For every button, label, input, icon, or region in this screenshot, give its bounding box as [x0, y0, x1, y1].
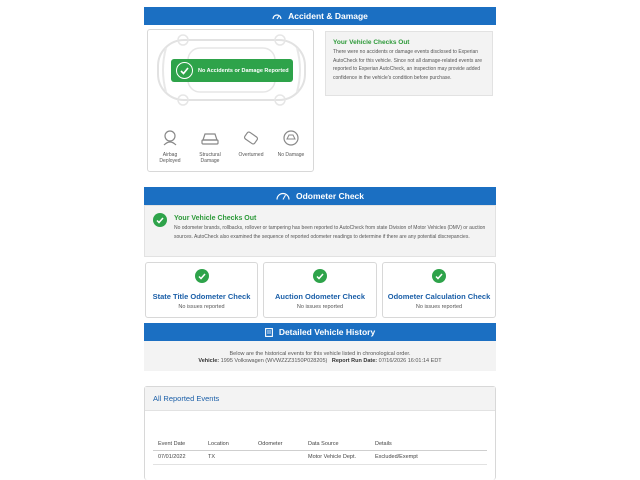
vehicle-label: Vehicle: [198, 358, 220, 364]
odometer-check-header [144, 187, 496, 205]
state-title-odometer-title: State Title Odometer Check [152, 292, 251, 301]
cell-odometer [258, 450, 308, 464]
vehicle-value: 1995 Volkswagen (WVWZZZ3150P028205) [220, 358, 328, 364]
overturned-label: Overturned [238, 152, 264, 158]
cell-location: TX [208, 454, 216, 460]
odometer-calculation-card [382, 262, 496, 318]
damage-type-airbag [154, 129, 186, 164]
vehicle-history-info [144, 341, 496, 371]
col-location: Location [208, 441, 229, 448]
damage-type-no-damage [275, 129, 307, 158]
document-icon [265, 328, 273, 337]
all-reported-events-title: All Reported Events [153, 394, 220, 403]
auction-odometer-status: No issues reported [296, 304, 344, 310]
history-intro: Below are the historical events for this vehicle listed in chronological order. [229, 351, 411, 357]
state-title-odometer-card [145, 262, 258, 318]
odometer-calculation-title: Odometer Calculation Check [387, 292, 491, 301]
speedometer-icon [272, 12, 282, 20]
state-title-check-icon [195, 269, 209, 283]
all-reported-events-panel [144, 386, 496, 480]
col-event-date: Event Date [158, 441, 186, 448]
no-accidents-badge-label: No Accidents or Damage Reported [198, 67, 289, 74]
events-table-header [153, 439, 487, 450]
damage-type-overturned [235, 129, 267, 158]
col-details: Details [375, 441, 392, 448]
odometer-checks-out-box [144, 205, 496, 257]
auction-odometer-title: Auction Odometer Check [274, 292, 365, 301]
odometer-checks-title: Your Vehicle Checks Out [174, 215, 257, 222]
cell-data-source: Motor Vehicle Dept. [308, 454, 356, 460]
col-data-source: Data Source [308, 441, 339, 448]
odometer-check-title: Odometer Check [295, 191, 365, 201]
odometer-icon [276, 192, 290, 200]
odometer-checks-text: No odometer brands, rollbacks, rollover or tampering has been reported to AutoCheck from state Division of Motor Vehicles (DMV) or auction sources. AutoCheck also examined the sequence of reported odometer readings to determine if there are any potential discrepancies. [174, 225, 486, 240]
no-damage-icon [282, 129, 300, 147]
col-odometer: Odometer [258, 441, 283, 448]
accident-damage-header [144, 7, 496, 25]
accident-checks-text: There were no accidents or damage events disclosed to Experian AutoCheck for this vehicle. Since not all damage-related events are reported to Experian AutoCheck, an inspection may provide added confidence in the vehicle's condition before purchase. [333, 49, 482, 81]
no-accidents-badge [171, 59, 293, 82]
odometer-calculation-status: No issues reported [415, 304, 463, 310]
vehicle-history-header [144, 323, 496, 341]
accident-diagram-card [147, 29, 314, 172]
events-title-bar [145, 387, 495, 411]
auction-odometer-card [263, 262, 377, 318]
report-run-label: Report Run Date: [331, 358, 378, 364]
accident-damage-title: Accident & Damage [288, 11, 368, 21]
airbag-label: Airbag Deployed [159, 152, 181, 164]
table-row[interactable] [153, 450, 487, 464]
state-title-odometer-status: No issues reported [178, 304, 225, 310]
calculation-check-icon [432, 269, 446, 283]
history-meta [144, 358, 496, 365]
accident-checks-out-box [325, 31, 493, 96]
odometer-check-icon [153, 213, 167, 227]
accident-checks-title: Your Vehicle Checks Out [333, 39, 410, 46]
report-run-value: 07/16/2026 16:01:14 EDT [378, 358, 442, 364]
structural-label: Structural Damage [199, 152, 221, 164]
no-damage-label: No Damage [277, 152, 305, 158]
car-front-icon [200, 129, 220, 147]
cell-details: Excluded/Exempt [375, 454, 418, 460]
damage-type-structural [194, 129, 226, 164]
airbag-icon [161, 129, 179, 147]
cell-event-date: 07/01/2022 [158, 454, 186, 460]
events-table [153, 439, 487, 465]
auction-check-icon [313, 269, 327, 283]
checkmark-icon [176, 62, 193, 79]
overturned-icon [242, 129, 260, 147]
vehicle-history-title: Detailed Vehicle History [278, 327, 376, 337]
